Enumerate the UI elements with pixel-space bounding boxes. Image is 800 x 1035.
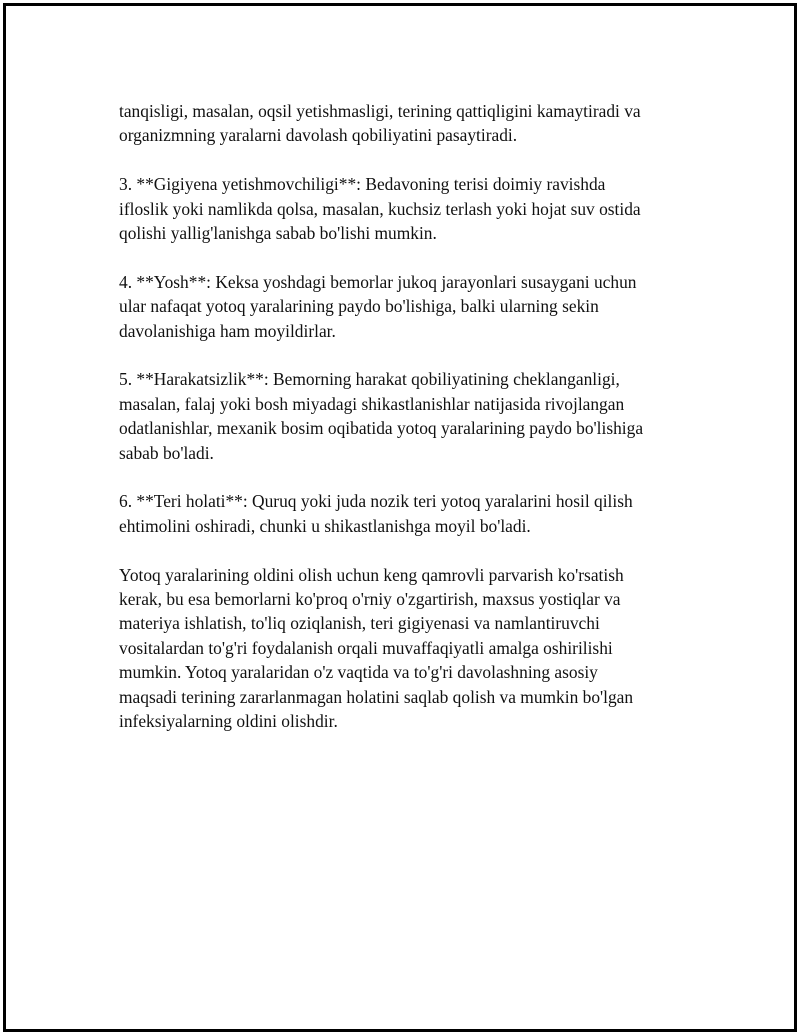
document-body <box>119 99 694 758</box>
paragraph-item-5-immobility: 5. **Harakatsizlik**: Bemorning harakat qobiliyatining cheklanganligi, masalan, falaj yoki bosh miyadagi shikastlanishlar natijasida rivojlangan odatlanishlar, mexanik bosim oqibatida yotoq yaralarining paydo bo'lishiga sabab bo'ladi. <box>119 369 644 463</box>
paragraph-item-4-age: 4. **Yosh**: Keksa yoshdagi bemorlar jukoq jarayonlari susaygani uchun ular nafaqat yotoq yaralarining paydo bo'lishiga, balki ularning sekin davolanishiga ham moyildirlar. <box>119 271 637 341</box>
paragraph-continuation: tanqisligi, masalan, oqsil yetishmasligi, terining qattiqligini kamaytiradi va organizmning yaralarni davolash qobiliyatini pasaytiradi. <box>119 101 641 146</box>
paragraph-item-3-hygiene: 3. **Gigiyena yetishmovchiligi**: Bedavoning terisi doimiy ravishda ifloslik yoki namlikda qolsa, masalan, kuchsiz terlash yoki hojat suv ostida qolishi yallig'lanishga sabab bo'lishi mumkin. <box>119 174 641 244</box>
page-frame <box>3 3 797 1032</box>
paragraph-item-6-skin-condition: 6. **Teri holati**: Quruq yoki juda nozik teri yotoq yaralarini hosil qilish ehtimolini oshiradi, chunki u shikastlanishga moyil bo'ladi. <box>119 491 633 536</box>
paragraph-conclusion: Yotoq yaralarining oldini olish uchun keng qamrovli parvarish ko'rsatish kerak, bu esa bemorlarni ko'proq o'rniy o'zgartirish, maxsus yostiqlar va materiya ishlatish, to'liq oziqlanish, teri gigiyenasi va namlantiruvchi vositalardan to'g'ri foydalanish orqali muvaffaqiyatli amalga oshirilishi mumkin. Yotoq yaralaridan o'z vaqtida va to'g'ri davolashning asosiy maqsadi terining zararlanmagan holatini saqlab qolish va mumkin bo'lgan infeksiyalarning oldini olishdir. <box>119 564 634 732</box>
